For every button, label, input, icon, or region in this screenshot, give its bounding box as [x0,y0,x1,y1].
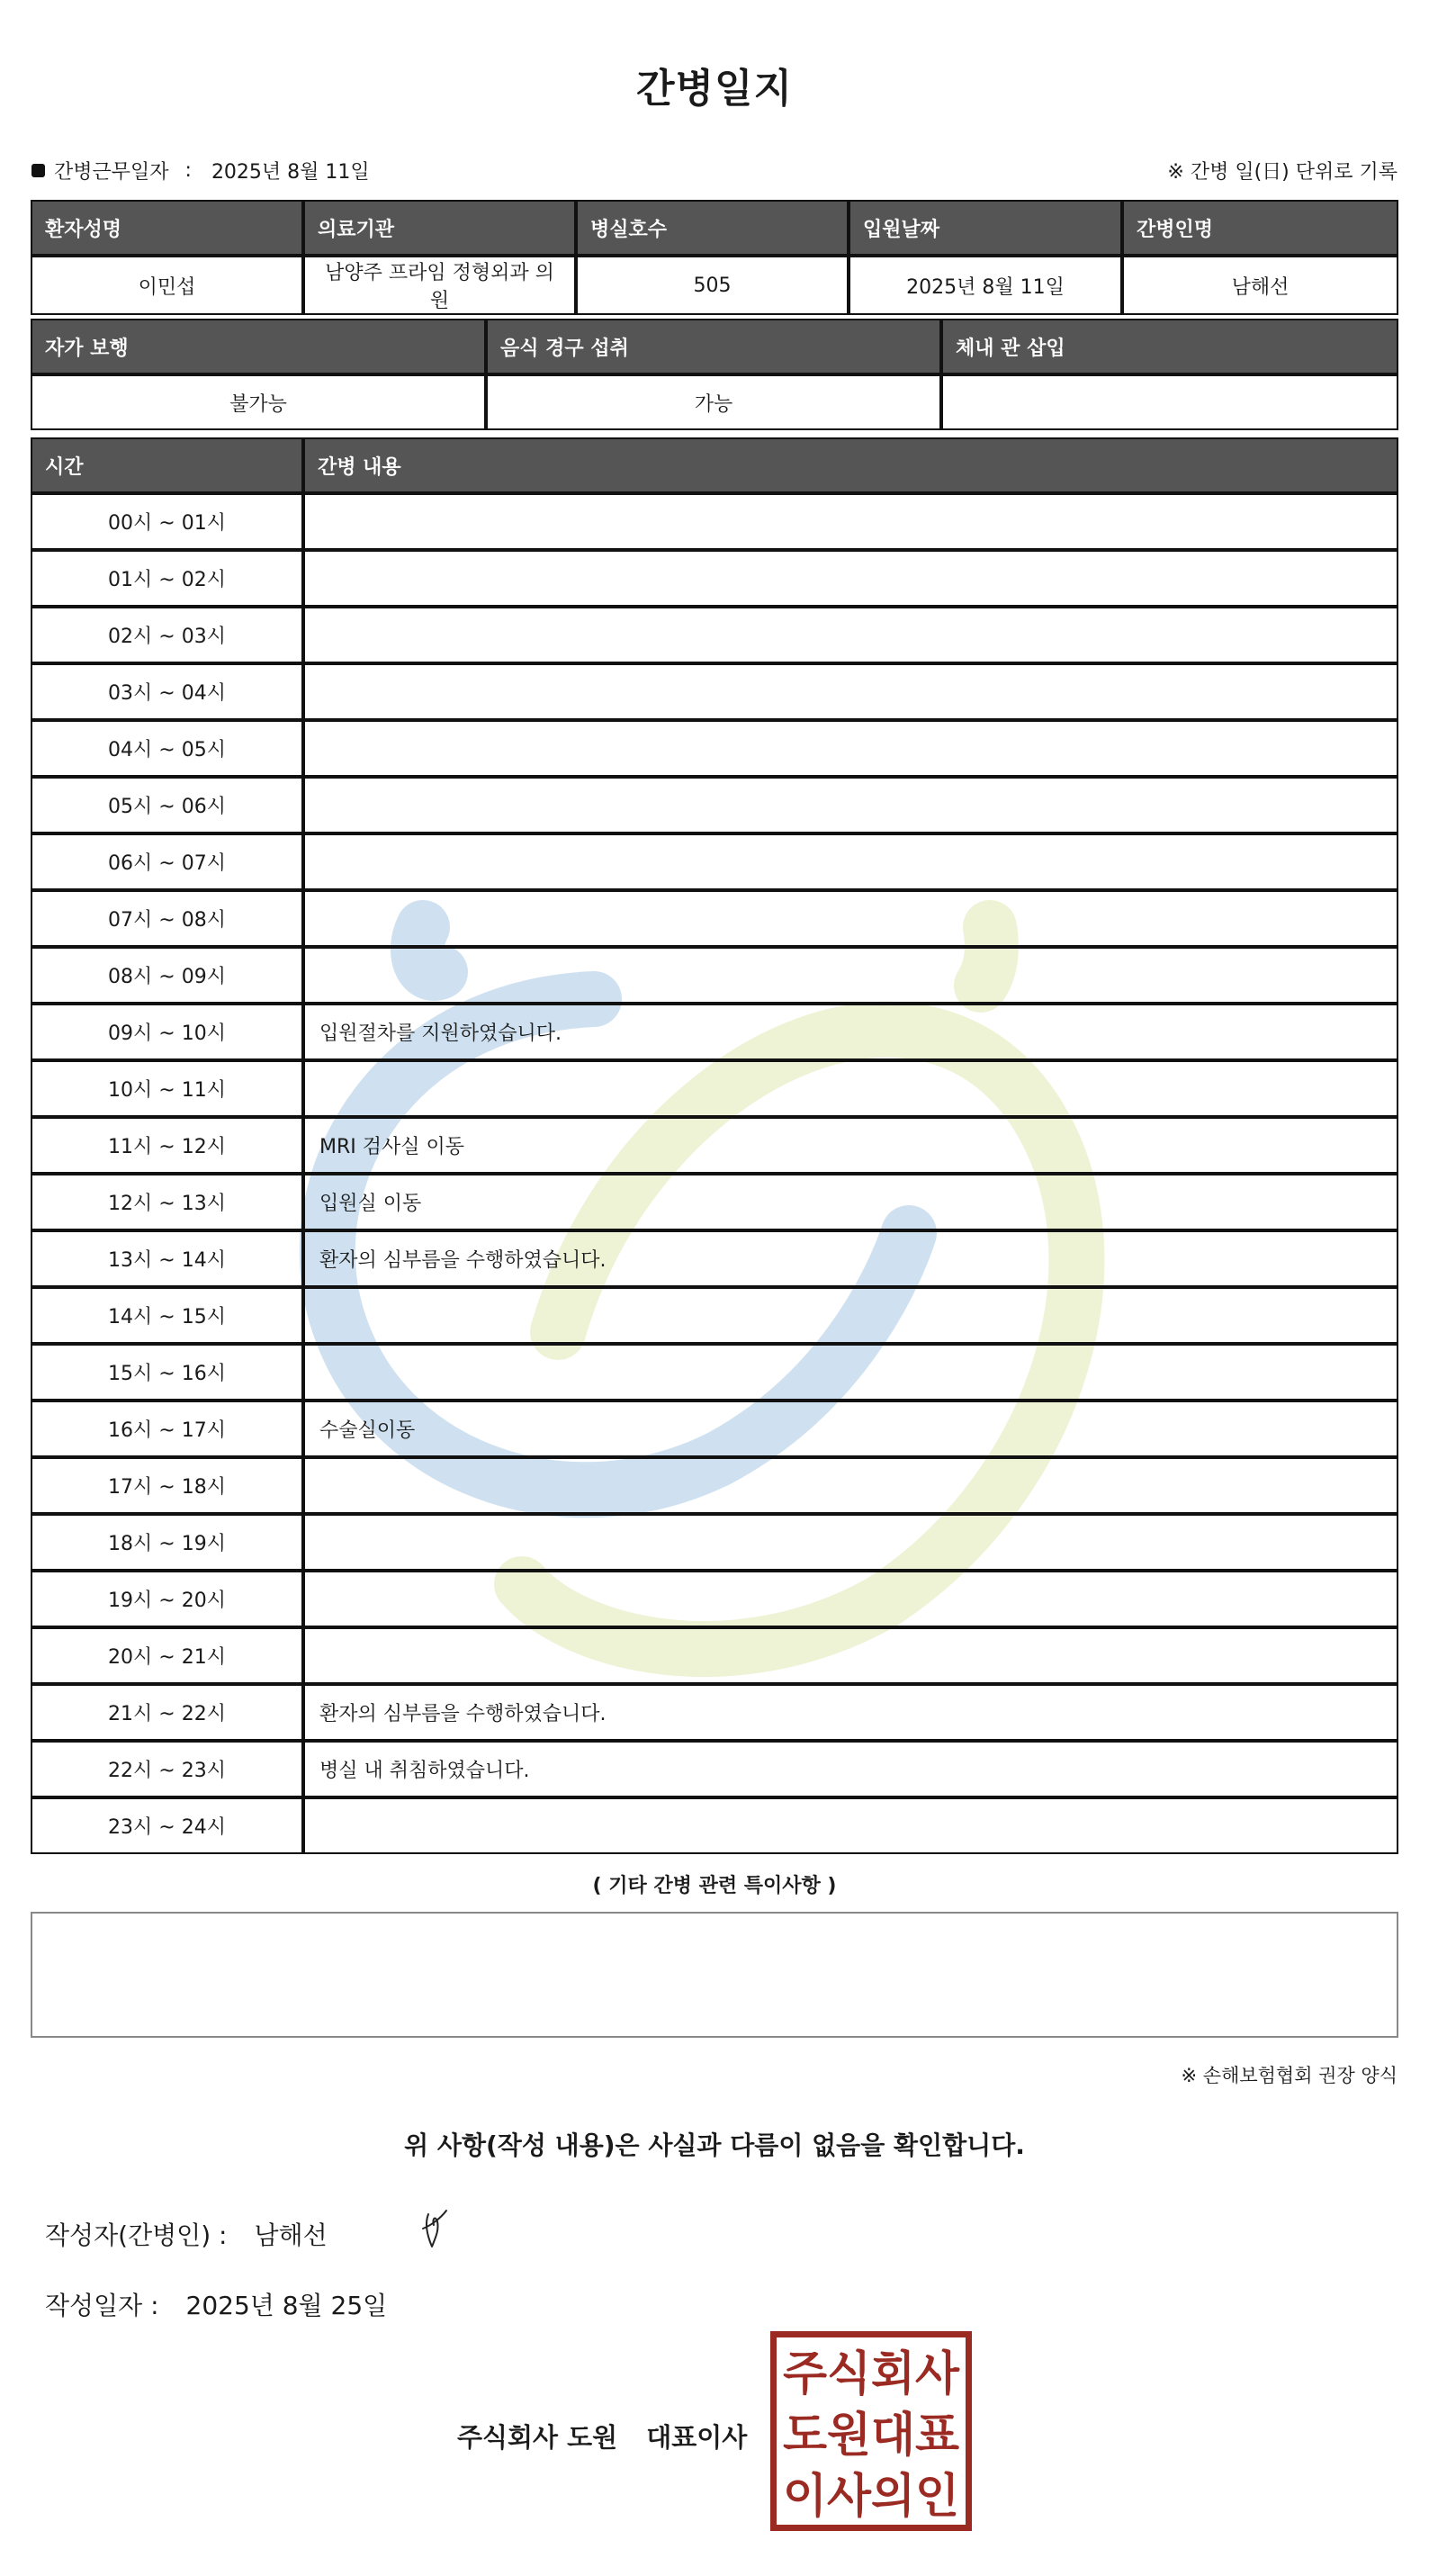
care-log-content [303,1797,1398,1854]
written-date-value: 2025년 8월 25일 [185,2291,388,2320]
care-log-row [31,1684,1398,1741]
care-log-row [31,1514,1398,1571]
header-walking: 자가 보행 [31,319,486,374]
care-log-row [31,1741,1398,1797]
hospital-name: 남양주 프라임 정형외과 의원 [303,256,576,315]
header-oral-intake: 음식 경구 섭취 [486,319,941,374]
caregiver-name: 남해선 [1122,256,1398,315]
care-log-row [31,1174,1398,1230]
care-log-time: 06시 ~ 07시 [31,833,303,890]
care-log-row [31,1401,1398,1457]
company-seal [770,2331,972,2531]
care-log-content: 병실 내 취침하였습니다. [303,1741,1398,1797]
notes-title: ( 기타 간병 관련 특이사항 ) [592,1875,837,1897]
care-log-content [303,1060,1398,1117]
record-note: ※ 간병 일(日) 단위로 기록 [1167,161,1398,184]
care-log-row [31,1797,1398,1854]
header-care-content: 간병 내용 [303,437,1398,493]
care-log-time: 14시 ~ 15시 [31,1287,303,1344]
care-log-row [31,1571,1398,1627]
care-log-row [31,1004,1398,1060]
care-log-time: 18시 ~ 19시 [31,1514,303,1571]
care-log-table [31,437,1398,1854]
care-log-time: 23시 ~ 24시 [31,1797,303,1854]
care-log-content [303,777,1398,833]
writer-name: 남해선 [254,2220,328,2250]
header-caregiver: 간병인명 [1122,200,1398,256]
recommend-note: ※ 손해보험협회 권장 양식 [1181,2065,1398,2086]
care-log-time: 04시 ~ 05시 [31,720,303,777]
care-log-row [31,1117,1398,1174]
seal-line-2: 도원대표 [783,2409,959,2463]
care-log-time: 22시 ~ 23시 [31,1741,303,1797]
care-log-time: 17시 ~ 18시 [31,1457,303,1514]
work-date-value: 2025년 8월 11일 [211,161,370,184]
care-log-time: 13시 ~ 14시 [31,1230,303,1287]
care-log-time: 21시 ~ 22시 [31,1684,303,1741]
care-log-content [303,890,1398,947]
care-log-row [31,1287,1398,1344]
care-log-row [31,663,1398,720]
seal-line-1: 주식회사 [783,2347,960,2401]
care-log-row [31,1627,1398,1684]
care-log-row [31,777,1398,833]
care-log-time: 03시 ~ 04시 [31,663,303,720]
care-log-row [31,1344,1398,1401]
care-log-content [303,1344,1398,1401]
header-time: 시간 [31,437,303,493]
care-log-content [303,1287,1398,1344]
work-date-label: 간병근무일자 [54,161,169,184]
ceo-label: 대표이사 [646,2422,748,2453]
care-log-content [303,1457,1398,1514]
care-log-time: 12시 ~ 13시 [31,1174,303,1230]
writer-line [45,2216,328,2252]
care-log-row [31,550,1398,607]
care-log-time: 16시 ~ 17시 [31,1401,303,1457]
company-name: 주식회사 도원 [457,2422,618,2453]
tube-insertion-status [941,374,1398,430]
care-log-content [303,1514,1398,1571]
company-line [457,2418,747,2454]
care-log-row [31,1457,1398,1514]
care-log-time: 15시 ~ 16시 [31,1344,303,1401]
header-patient-name: 환자성명 [31,200,303,256]
care-log-time: 00시 ~ 01시 [31,493,303,550]
care-log-row [31,833,1398,890]
oral-intake-status: 가능 [486,374,941,430]
header-admission-date: 입원날짜 [849,200,1122,256]
care-log-content: 입원실 이동 [303,1174,1398,1230]
care-log-row [31,607,1398,663]
confirmation-statement: 위 사항(작성 내용)은 사실과 다름이 없음을 확인합니다. [404,2130,1025,2160]
care-log-row [31,493,1398,550]
care-log-content: MRI 검사실 이동 [303,1117,1398,1174]
page-title: 간병일지 [635,66,793,112]
header-tube-insertion: 체내 관 삽입 [941,319,1398,374]
care-log-time: 10시 ~ 11시 [31,1060,303,1117]
care-log-time: 19시 ~ 20시 [31,1571,303,1627]
care-log-content [303,1571,1398,1627]
care-log-content [303,1627,1398,1684]
care-log-time: 20시 ~ 21시 [31,1627,303,1684]
admission-date: 2025년 8월 11일 [849,256,1122,315]
care-log-content [303,493,1398,550]
care-log-time: 02시 ~ 03시 [31,607,303,663]
care-log-content: 수술실이동 [303,1401,1398,1457]
handwritten-signature [416,2207,455,2254]
care-log-time: 05시 ~ 06시 [31,777,303,833]
seal-line-3: 이사의인 [783,2470,959,2524]
notes-box [31,1912,1398,2038]
writer-label: 작성자(간병인) : [45,2220,228,2250]
care-log-time: 11시 ~ 12시 [31,1117,303,1174]
care-log-time: 09시 ~ 10시 [31,1004,303,1060]
written-date-label: 작성일자 : [45,2291,159,2320]
written-date-line [45,2286,387,2322]
care-log-content [303,607,1398,663]
patient-name: 이민섭 [31,256,303,315]
header-hospital: 의료기관 [303,200,576,256]
care-log-row [31,1060,1398,1117]
care-log-content [303,550,1398,607]
care-log-content: 입원절차를 지원하였습니다. [303,1004,1398,1060]
care-log-time: 07시 ~ 08시 [31,890,303,947]
care-log-content [303,720,1398,777]
care-log-row [31,947,1398,1004]
patient-info-table [31,200,1398,315]
care-log-content: 환자의 심부름을 수행하였습니다. [303,1684,1398,1741]
care-log-row [31,720,1398,777]
care-log-content [303,833,1398,890]
care-log-row [31,1230,1398,1287]
care-log-content [303,663,1398,720]
care-log-body [31,493,1398,1854]
care-log-time: 01시 ~ 02시 [31,550,303,607]
care-log-time: 08시 ~ 09시 [31,947,303,1004]
patient-status-table [31,319,1398,430]
care-log-content: 환자의 심부름을 수행하였습니다. [303,1230,1398,1287]
care-log-row [31,890,1398,947]
work-date-separator: : [184,159,192,182]
square-bullet-icon [31,164,45,177]
room-number: 505 [576,256,849,315]
care-log-content [303,947,1398,1004]
header-room: 병실호수 [576,200,849,256]
work-date [31,157,370,185]
walking-status: 불가능 [31,374,486,430]
